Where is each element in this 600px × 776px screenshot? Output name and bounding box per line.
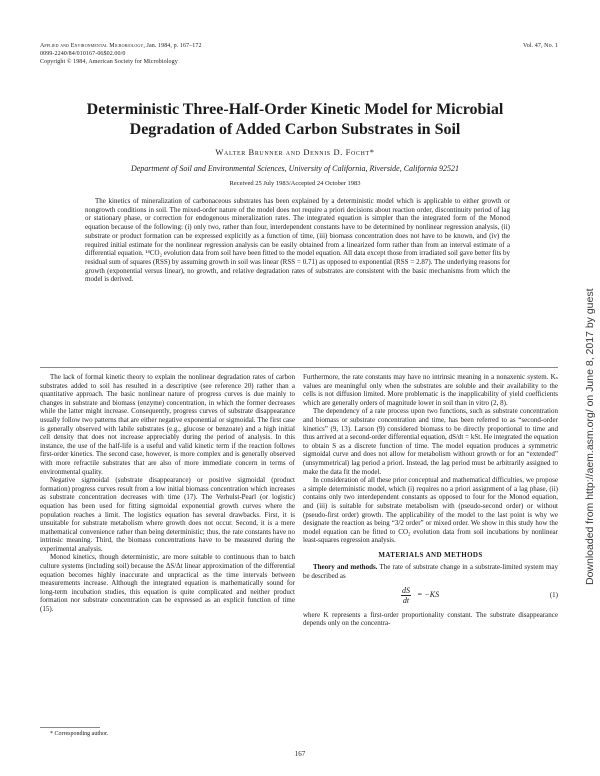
author-list: Walter Brunner and Dennis D. Focht* [215, 147, 375, 157]
running-header-left [40, 42, 202, 66]
run-in-heading: Theory and methods. [313, 563, 378, 572]
section-heading: MATERIALS AND METHODS [378, 550, 483, 559]
issn-line: 0099-2240/84/010167-06$02.00/0 [40, 51, 126, 57]
equation-label: (1) [549, 591, 558, 600]
methods-intro-text: The rate of substrate change in a substrate-limited system may be described as [303, 563, 559, 581]
body-paragraph: In consideration of all these prior conceptual and mathematical difficulties, we propose a simple deterministic model, which (i) requires no a priori assignment of a lag phase, (ii) contains only two interdependent constants as opposed to four for the Monod equation, and (iii) is suitable for substrate metabolism with (pseudo-second order) or without (pseudo-first order) growth. The applicability of the model to the last point is why we designate the reaction as being “3/2 order” or mixed order. We show in this study how the model equation can be fitted to CO₂ evolution data from soil incubations by nonlinear least-squares regression analysis. [303, 476, 558, 545]
body-paragraph: Monod kinetics, though deterministic, are more suitable to continuous than to batch culture systems (including soil) because the ΔS/Δt linear approximation of the differential equation becomes highly inaccurate and unpractical as the time intervals between measurements increase. Although the integrated equation is mathematically sound for long-term incubation studies, this equation is quite complicated and neither product formation nor substrate concentration can be expressed as an explicit function of time (15). [40, 553, 295, 614]
body-paragraph: Furthermore, the rate constants may have no intrinsic meaning in a nonaxenic system. Kₛ values are meaningful only when the substrates are soluble and their availability to the cells is not diffusion limited. More problematic is the inapplicability of yield coefficients which are generally orders of magnitude lower in soil than in vitro (2, 8). [303, 373, 558, 407]
issue-date: , Jan. 1984, p. 167–172 [143, 43, 202, 49]
body-column-left [40, 373, 295, 614]
body-paragraph: Negative sigmoidal (substrate disappearance) or positive sigmoidal (product formation) progress curves result from a low initial biomass concentration which increases as substrate concentration decreases with time (17). The Verhulst-Pearl (or logistic) equation has been used for fitting sigmoidal exponential growth curves where the population reaches a limit. The logistics equation has several drawbacks. First, it is unsuitable for substrate metabolism where growth does not occur. Second, it is a mere mathematical convenience rather than being deterministic; thus, the rate constants have no intrinsic meaning. Third, the biomass concentrations have to be measured during the experimental analysis. [40, 476, 295, 553]
equation-1 [303, 586, 558, 606]
footnote-divider [40, 727, 100, 728]
equation-numerator: dS [402, 586, 410, 596]
journal-name: Applied and Environmental Microbiology [40, 43, 144, 49]
body-column-right [303, 373, 558, 628]
paper-title: Deterministic Three-Half-Order Kinetic Model for Microbial Degradation of Added Carbon Substrates in Soil [86, 101, 504, 138]
volume-number: Vol. 47, No. 1 [523, 43, 558, 49]
body-paragraph: where K represents a first-order proportionality constant. The substrate disappearance depends only on the concentra- [303, 610, 558, 628]
footnote: * Corresponding author. [50, 731, 109, 737]
equation-denominator: dt [402, 596, 410, 606]
methods-paragraph [303, 563, 558, 580]
equation-rhs: = −KS [417, 590, 440, 600]
equation-fraction [401, 586, 411, 605]
abstract: The kinetics of mineralization of carbonaceous substrates has been explained by a deterministic model which is applicable to either growth or nongrowth conditions in soil. The mixed-order nature of the model does not require a priori decisions about reaction order, discontinuity period of lag or stationary phase, or correction for endogenous mineralization rates. The integrated equation is simpler than the integrated form of the Monod equation because of the following: (i) only two, rather than four, interdependent constants have to be determined by nonlinear regression analysis, (ii) substrate or product formation can be expressed explicitly as a function of time, (iii) biomass concentration does not have to be known, and (iv) the required initial estimate for the nonlinear regression analysis can be easily obtained from a linearized form rather than from an interval estimate of a differential equation. ¹⁴CO₂ evolution data from soil have been fitted to the model equation. All data except those from irradiated soil gave better fits by residual sum of squares (RSS) by assuming growth in soil was linear (RSS = 0.71) as opposed to exponential (RSS = 2.87). The underlying reasons for growth (exponential versus linear), no growth, and relative degradation rates of substrates are consistent with the basic mechanisms from which the model is derived. [85, 197, 510, 284]
abstract-divider [40, 367, 558, 368]
page-number: 167 [294, 750, 306, 758]
affiliation: Department of Soil and Environmental Sciences, University of California, Riverside, California 92521 [130, 164, 460, 173]
copyright-line: Copyright © 1984, American Society for Microbiology [40, 59, 178, 65]
body-paragraph: The dependency of a rate process upon two functions, such as substrate concentration and biomass or substrate concentration and time, has been referred to as “second-order kinetics” (9, 13). Larson (9) considered biomass to be directly proportional to time and thus arrived at a second-order differential equation, dS/dt = kSt. He integrated the equation to obtain S as a discrete function of time. The model equation produces a symmetric sigmoidal curve and does not allow for metabolism without growth or for an “extended” (unsymmetrical) lag period a priori. Instead, the lag period must be arbitrarily assigned to make the data fit the model. [303, 407, 558, 476]
received-dates: Received 25 July 1983/Accepted 24 October 1983 [229, 180, 361, 187]
download-watermark: Downloaded from http://aem.asm.org/ on June 8, 2017 by guest [584, 288, 596, 585]
body-paragraph: The lack of formal kinetic theory to explain the nonlinear degradation rates of carbon substrates added to soil has resulted in a descriptive (see reference 20) rather than a quantitative approach. The basic nonlinear nature of progress curves is due mainly to changes in substrate and biomass (enzyme) concentration, in which the former decreases while the latter might increase. Consequently, progress curves of substrate disappearance usually follow two patterns that are either negative exponential or sigmoidal. The first case is generally observed with labile substrates (e.g., glucose or benzoate) and a high initial cell density that does not increase appreciably during the period of analysis. In this instance, the use of the half-life is a useful and valid kinetic term if the reaction follows first-order kinetics. The second case, however, is more complex and is generally observed with more refractile substrates that are also of more immediate concern in terms of environmental quality. [40, 373, 295, 476]
